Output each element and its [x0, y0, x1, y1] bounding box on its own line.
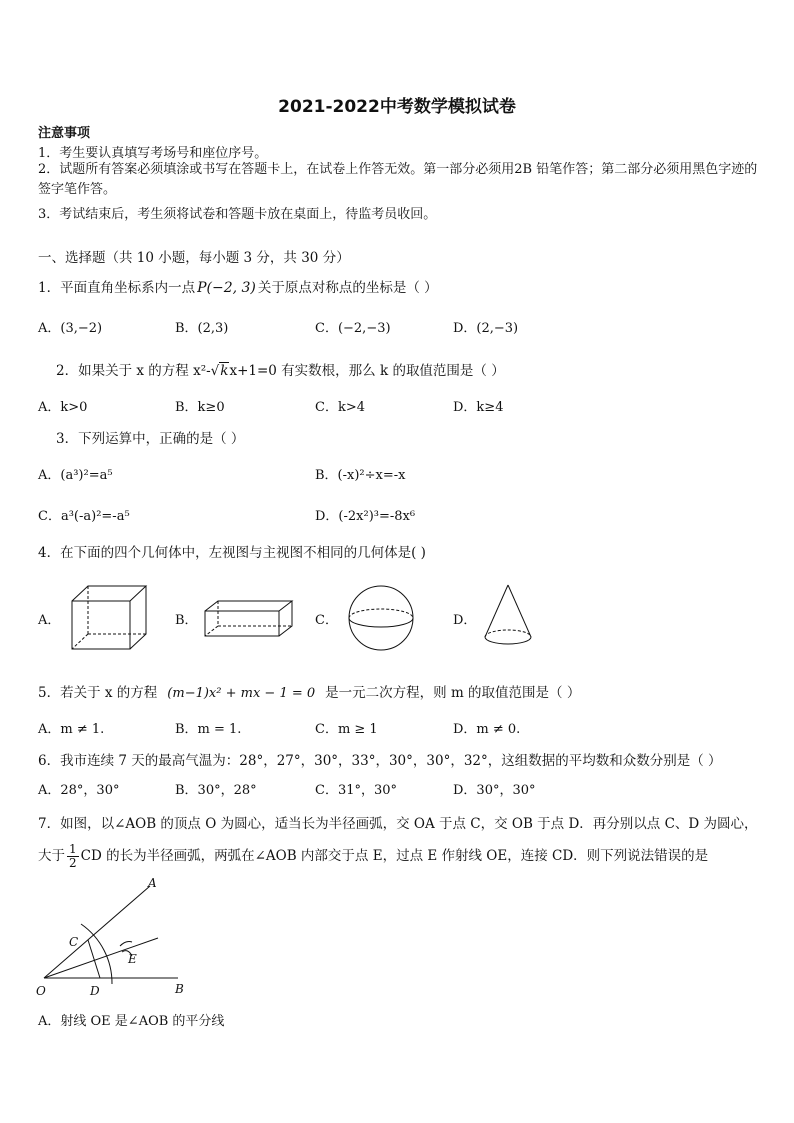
question-1-prefix: 1．平面直角坐标系内一点	[38, 280, 196, 296]
question-7-line-2	[38, 843, 708, 870]
question-7-line-2-suffix: CD 的长为半径画弧，两弧在∠AOB 内部交于点 E，过点 E 作射线 OE，连接 CD．则下列说法错误的是	[80, 848, 709, 864]
note-item-2: 2．试题所有答案必须填涂或书写在答题卡上，在试卷上作答无效。第一部分必须用2B 铅笔作答；第二部分必须用黑色字迹的签字笔作答。	[38, 162, 758, 197]
question-1-stem	[38, 276, 438, 296]
question-2-option-a: A．k>0	[38, 400, 88, 415]
question-6-option-b: B．30°，28°	[175, 783, 257, 798]
question-1-option-b: B．(2,3)	[175, 321, 229, 336]
question-4-label-a: A．	[38, 613, 61, 628]
question-6-option-c: C．31°，30°	[315, 783, 398, 798]
notes-heading: 注意事项	[38, 126, 91, 141]
sphere-icon	[345, 582, 417, 654]
figure-label-d: D	[90, 984, 100, 998]
cuboid-icon	[202, 598, 296, 640]
question-4-label-d: D．	[453, 613, 477, 628]
question-2-option-d: D．k≥4	[453, 400, 504, 415]
figure-label-e: E	[128, 952, 137, 966]
question-1-option-d: D．(2,−3)	[453, 321, 519, 336]
note-item-1: 1．考生要认真填写考场号和座位序号。	[38, 146, 268, 161]
question-2-stem	[56, 359, 505, 379]
question-2-suffix: x+1=0 有实数根，那么 k 的取值范围是（ ）	[229, 363, 505, 379]
question-5-option-b: B．m = 1.	[175, 722, 242, 737]
fraction-denominator: 2	[69, 856, 77, 870]
question-3-option-c: C．a³(-a)²=-a⁵	[38, 509, 130, 524]
question-5-prefix: 5．若关于 x 的方程	[38, 685, 158, 701]
question-5-equation: (m−1)x² + mx − 1 = 0	[167, 686, 316, 701]
question-5-option-d: D．m ≠ 0.	[453, 722, 521, 737]
figure-label-c: C	[69, 935, 79, 949]
sqrt-symbol: √	[210, 363, 220, 379]
question-1-suffix: 关于原点对称点的坐标是（ ）	[257, 280, 438, 296]
fraction-half	[67, 843, 79, 870]
question-4-stem: 4．在下面的四个几何体中，左视图与主视图不相同的几何体是( )	[38, 545, 426, 561]
question-7-line-1: 7．如图，以∠AOB 的顶点 O 为圆心，适当长为半径画弧，交 OA 于点 C，交 OB 于点 D．再分别以点 C、D 为圆心，	[38, 816, 758, 832]
question-1-option-a: A．(3,−2)	[38, 321, 103, 336]
question-1-point: P(−2, 3)	[197, 280, 256, 296]
figure-label-b: B	[175, 982, 184, 996]
question-2-option-b: B．k≥0	[175, 400, 225, 415]
question-5-stem	[38, 681, 580, 701]
section-heading: 一、选择题（共 10 小题，每小题 3 分，共 30 分）	[38, 250, 350, 266]
question-2-prefix: 2．如果关于 x 的方程 x²-	[56, 363, 211, 379]
question-5-suffix: 是一元二次方程，则 m 的取值范围是（ ）	[325, 685, 581, 701]
question-3-option-d: D．(-2x²)³=-8x⁶	[315, 509, 416, 524]
question-4-label-b: B．	[175, 613, 198, 628]
question-3-option-a: A．(a³)²=a⁵	[38, 468, 113, 483]
question-5-option-c: C．m ≥ 1	[315, 722, 378, 737]
figure-label-o: O	[36, 984, 46, 998]
question-1-option-c: C．(−2,−3)	[315, 321, 391, 336]
question-2-root: k	[220, 363, 229, 379]
cube-icon	[68, 583, 150, 653]
question-3-stem: 3．下列运算中，正确的是（ ）	[56, 431, 245, 447]
question-6-option-a: A．28°，30°	[38, 783, 120, 798]
page-title: 2021-2022中考数学模拟试卷	[278, 97, 516, 117]
question-2-option-c: C．k>4	[315, 400, 365, 415]
note-item-3: 3．考试结束后，考生须将试卷和答题卡放在桌面上，待监考员收回。	[38, 207, 437, 222]
question-4-label-c: C．	[315, 613, 338, 628]
question-3-option-b: B．(-x)²÷x=-x	[315, 468, 406, 483]
question-7-line-2-prefix: 大于	[38, 848, 65, 864]
angle-bisector-figure	[32, 872, 202, 1000]
fraction-numerator: 1	[69, 842, 77, 856]
question-5-option-a: A．m ≠ 1.	[38, 722, 105, 737]
cone-icon	[482, 583, 534, 647]
question-6-stem: 6．我市连续 7 天的最高气温为：28°，27°，30°，33°，30°，30°，32°，这组数据的平均数和众数分别是（ ）	[38, 753, 722, 769]
figure-label-a: A	[148, 876, 157, 890]
question-6-option-d: D．30°，30°	[453, 783, 536, 798]
question-7-option-a: A．射线 OE 是∠AOB 的平分线	[38, 1014, 225, 1029]
